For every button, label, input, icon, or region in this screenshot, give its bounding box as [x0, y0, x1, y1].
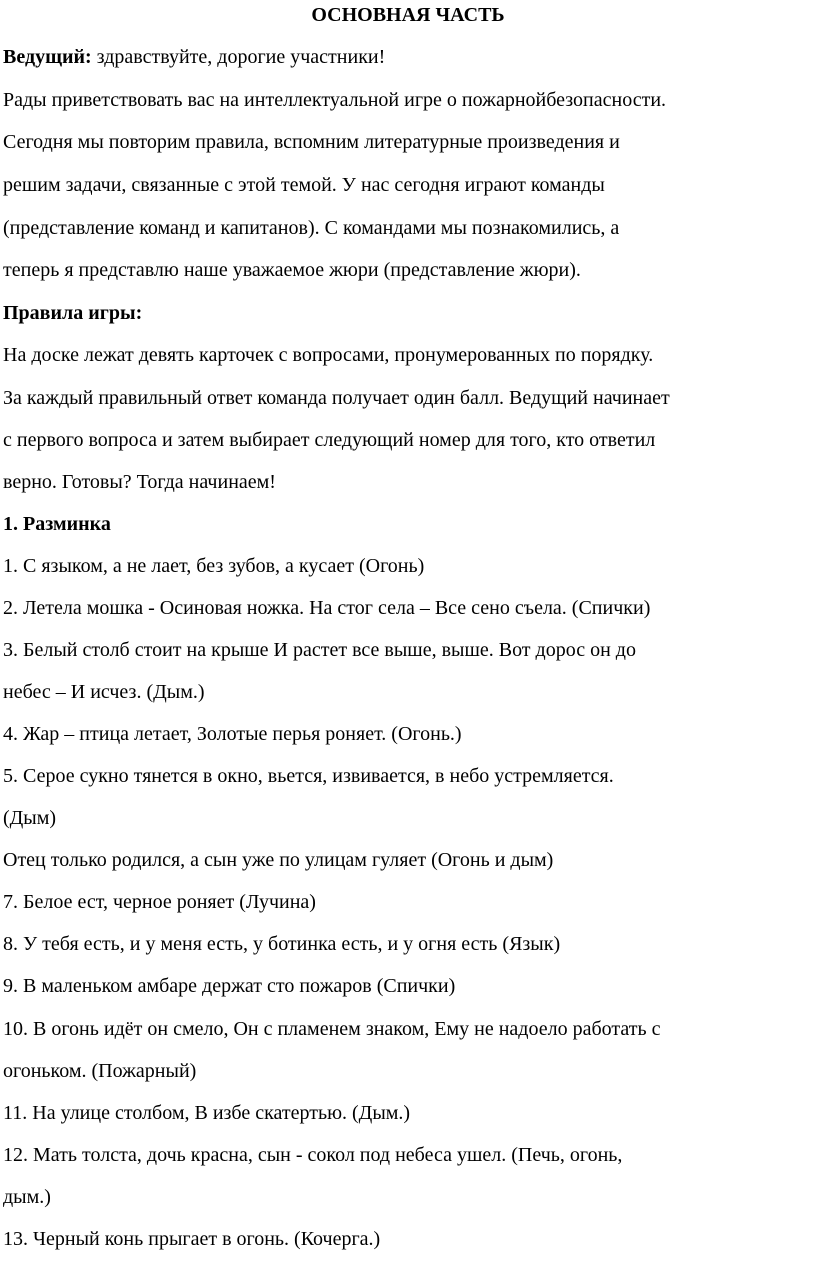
intro-line: (представление команд и капитанов). С командами мы познакомились, а	[3, 217, 620, 239]
riddle-line: 13. Черный конь прыгает в огонь. (Кочерга.)	[3, 1228, 381, 1250]
riddle-line: 7. Белое ест, черное роняет (Лучина)	[3, 891, 316, 913]
rules-line: На доске лежат девять карточек с вопросами, пронумерованных по порядку.	[3, 344, 654, 366]
host-label: Ведущий:	[3, 46, 92, 68]
riddle-line: дым.)	[3, 1186, 51, 1208]
intro-line: теперь я представлю наше уважаемое жюри (представление жюри).	[3, 259, 581, 281]
riddle-line: 5. Серое сукно тянется в окно, вьется, извивается, в небо устремляется.	[3, 765, 614, 787]
riddle-line: 3. Белый столб стоит на крыше И растет все выше, выше. Вот дорос он до	[3, 639, 636, 661]
riddle-line: огоньком. (Пожарный)	[3, 1060, 197, 1082]
section-heading-warmup	[3, 512, 111, 536]
intro-line: решим задачи, связанные с этой темой. У нас сегодня играют команды	[3, 174, 605, 196]
riddle-line: 12. Мать толста, дочь красна, сын - сокол под небеса ушел. (Печь, огонь,	[3, 1144, 623, 1166]
host-greeting-line	[3, 45, 385, 69]
riddle-line: 2. Летела мошка - Осиновая ножка. На стог села – Все сено съела. (Спички)	[3, 597, 651, 619]
riddle-line: небес – И исчез. (Дым.)	[3, 681, 205, 703]
rules-heading	[3, 301, 142, 325]
riddle-line: 11. На улице столбом, В избе скатертью. (Дым.)	[3, 1102, 411, 1124]
riddle-line: 10. В огонь идёт он смело, Он с пламенем знаком, Ему не надоело работать с	[3, 1018, 661, 1040]
riddle-line: Отец только родился, а сын уже по улицам гуляет (Огонь и дым)	[3, 849, 554, 871]
document-title: ОСНОВНАЯ ЧАСТЬ	[311, 4, 505, 26]
intro-line: Сегодня мы повторим правила, вспомним литературные произведения и	[3, 131, 620, 153]
riddle-line: (Дым)	[3, 807, 57, 829]
riddle-line: 4. Жар – птица летает, Золотые перья роняет. (Огонь.)	[3, 723, 462, 745]
rules-heading-text: Правила игры:	[3, 302, 143, 324]
riddle-line: 8. У тебя есть, и у меня есть, у ботинка есть, и у огня есть (Язык)	[3, 933, 561, 955]
riddle-line: 9. В маленьком амбаре держат сто пожаров (Спички)	[3, 975, 456, 997]
rules-line: с первого вопроса и затем выбирает следующий номер для того, кто ответил	[3, 429, 656, 451]
host-greeting-text: здравствуйте, дорогие участники!	[91, 46, 386, 68]
section-heading-text: 1. Разминка	[3, 513, 111, 535]
intro-line: Рады приветствовать вас на интеллектуальной игре о пожарнойбезопасности.	[3, 89, 667, 111]
rules-line: За каждый правильный ответ команда получает один балл. Ведущий начинает	[3, 387, 670, 409]
riddle-line: 1. С языком, а не лает, без зубов, а кусает (Огонь)	[3, 555, 425, 577]
rules-line: верно. Готовы? Тогда начинаем!	[3, 471, 276, 493]
